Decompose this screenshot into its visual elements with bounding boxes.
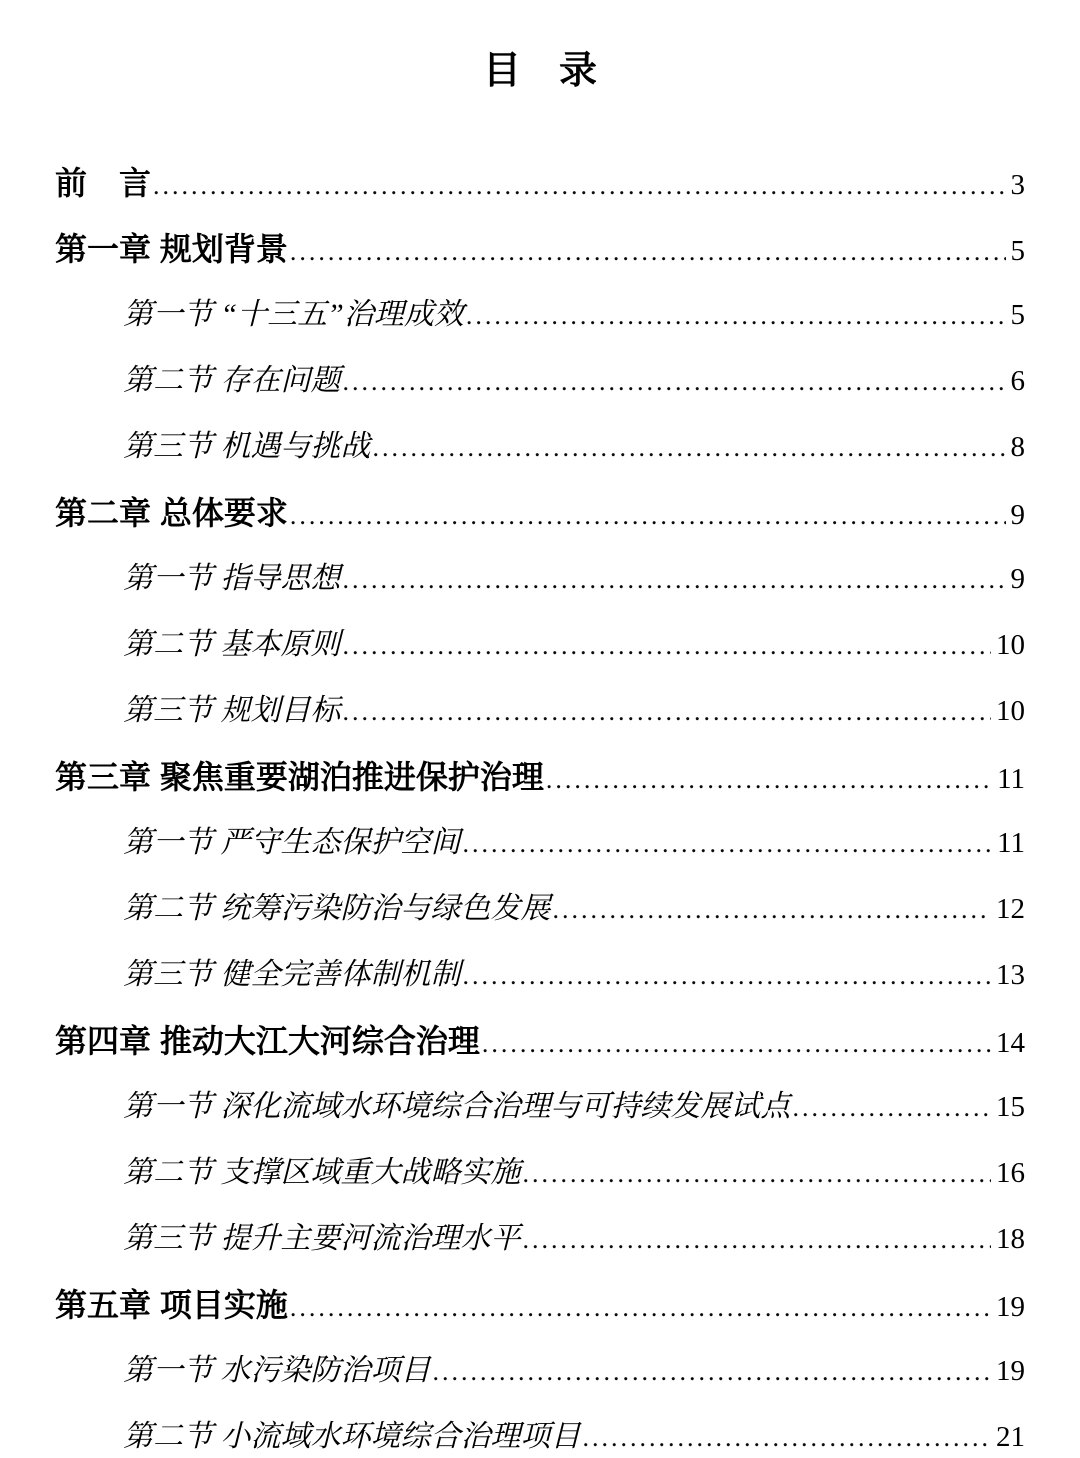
toc-entry-label: 第二节 小流域水环境综合治理项目: [123, 1420, 581, 1453]
toc-entry-chapter-3[interactable]: [55, 744, 1025, 810]
toc-entry-label: 第三节 提升主要河流治理水平: [123, 1222, 521, 1255]
dot-leader: [482, 1011, 991, 1077]
toc-entry-label: 前 言: [55, 165, 152, 201]
dot-leader: [523, 1141, 992, 1207]
toc-entry-label: 第四章 推动大江大河综合治理: [55, 1023, 480, 1059]
dot-leader: [463, 943, 992, 1009]
toc-entry-label: 第一章 规划背景: [55, 231, 288, 267]
toc-entry-section-4-2[interactable]: [55, 1140, 1025, 1206]
toc-entry-label: 第五章 项目实施: [55, 1287, 288, 1323]
dot-leader: [466, 283, 1006, 349]
toc-entry-label: 第二节 存在问题: [123, 364, 341, 397]
toc-entry-page: 13: [996, 959, 1025, 991]
toc-entry-section-2-1[interactable]: [55, 546, 1025, 612]
toc-entry-page: 18: [996, 1223, 1025, 1255]
toc-entry-page: 11: [997, 827, 1025, 859]
toc-entry-page: 11: [997, 763, 1025, 795]
toc-entry-page: 16: [996, 1157, 1025, 1189]
toc-entry-label: 第三节 健全完善体制机制: [123, 958, 461, 991]
dot-leader: [433, 1339, 992, 1405]
toc-entry-label: 第一节 “十三五”治理成效: [123, 298, 464, 331]
toc-entry-page: 21: [996, 1421, 1025, 1453]
toc-entry-section-3-3[interactable]: [55, 942, 1025, 1008]
toc-entry-page: 12: [996, 893, 1025, 925]
toc-entry-section-1-3[interactable]: [55, 414, 1025, 480]
toc-entry-page: 10: [996, 629, 1025, 661]
toc-entry-chapter-4[interactable]: [55, 1008, 1025, 1074]
toc-entry-page: 10: [996, 695, 1025, 727]
toc-entry-page: 9: [1010, 563, 1025, 595]
toc-entry-section-5-2[interactable]: [55, 1404, 1025, 1458]
toc-entry-section-4-1[interactable]: [55, 1074, 1025, 1140]
toc-entry-label: 第一节 指导思想: [123, 562, 341, 595]
toc-entry-label: 第二节 支撑区域重大战略实施: [123, 1156, 521, 1189]
toc-entry-page: 15: [996, 1091, 1025, 1123]
toc-entry-page: 3: [1010, 169, 1025, 201]
dot-leader: [583, 1405, 992, 1458]
dot-leader: [343, 679, 992, 745]
toc-entry-label: 第一节 严守生态保护空间: [123, 826, 461, 859]
dot-leader: [793, 1075, 992, 1141]
toc-entry-chapter-1[interactable]: [55, 216, 1025, 282]
toc-entry-section-1-2[interactable]: [55, 348, 1025, 414]
dot-leader: [290, 483, 1006, 549]
toc-entry-label: 第三章 聚焦重要湖泊推进保护治理: [55, 759, 544, 795]
toc-entry-page: 9: [1010, 499, 1025, 531]
toc-entry-section-2-2[interactable]: [55, 612, 1025, 678]
toc-entry-label: 第一节 水污染防治项目: [123, 1354, 431, 1387]
toc-entry-page: 14: [996, 1027, 1025, 1059]
dot-leader: [463, 811, 993, 877]
toc-entry-chapter-2[interactable]: [55, 480, 1025, 546]
toc-entry-preface[interactable]: [55, 150, 1025, 216]
dot-leader: [343, 349, 1006, 415]
toc-entry-page: 5: [1010, 299, 1025, 331]
toc-entry-page: 5: [1010, 235, 1025, 267]
dot-leader: [546, 747, 992, 813]
toc-entry-label: 第一节 深化流域水环境综合治理与可持续发展试点: [123, 1090, 791, 1123]
toc-entry-page: 19: [996, 1291, 1025, 1323]
toc-entry-section-3-1[interactable]: [55, 810, 1025, 876]
toc-entry-section-5-1[interactable]: [55, 1338, 1025, 1404]
toc-entry-section-4-3[interactable]: [55, 1206, 1025, 1272]
toc-entry-label: 第三节 机遇与挑战: [123, 430, 371, 463]
toc-entry-label: 第二节 统筹污染防治与绿色发展: [123, 892, 551, 925]
toc-entry-section-3-2[interactable]: [55, 876, 1025, 942]
toc-entry-label: 第二章 总体要求: [55, 495, 288, 531]
dot-leader: [523, 1207, 992, 1273]
dot-leader: [290, 1275, 991, 1341]
page-title: 目 录: [482, 50, 597, 92]
dot-leader: [373, 415, 1006, 481]
dot-leader: [343, 547, 1006, 613]
toc-entry-chapter-5[interactable]: [55, 1272, 1025, 1338]
toc-entry-section-1-1[interactable]: [55, 282, 1025, 348]
toc-entry-page: 19: [996, 1355, 1025, 1387]
dot-leader: [343, 613, 992, 679]
toc-entry-section-2-3[interactable]: [55, 678, 1025, 744]
dot-leader: [290, 219, 1006, 285]
toc-entry-page: 8: [1010, 431, 1025, 463]
dot-leader: [153, 153, 1005, 219]
table-of-contents: [55, 150, 1025, 1458]
toc-entry-label: 第三节 规划目标: [123, 694, 341, 727]
toc-entry-label: 第二节 基本原则: [123, 628, 341, 661]
dot-leader: [553, 877, 992, 943]
toc-entry-page: 6: [1010, 365, 1025, 397]
